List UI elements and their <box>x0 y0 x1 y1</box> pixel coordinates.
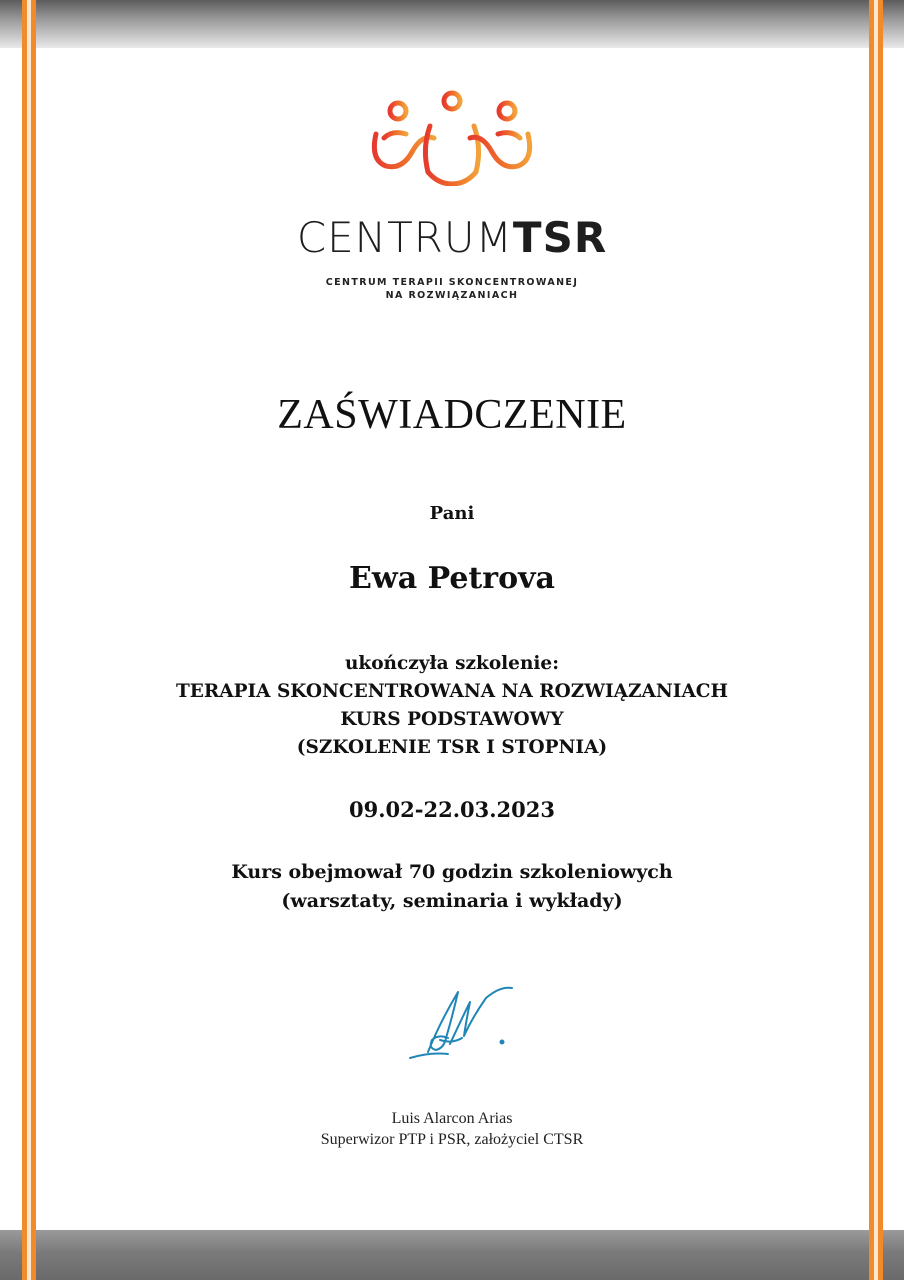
left-border-stripe <box>31 0 36 1280</box>
course-dates: 09.02-22.03.2023 <box>349 797 555 822</box>
course-hours-line: Kurs obejmował 70 godzin szkoleniowych <box>231 861 673 883</box>
course-level: KURS PODSTAWOWY <box>340 709 564 730</box>
brand-subtitle <box>0 276 904 302</box>
course-hours <box>0 858 904 916</box>
signer-name: Luis Alarcon Arias <box>391 1110 513 1127</box>
right-border-stripe <box>878 0 883 1280</box>
signer-role: Superwizor PTP i PSR, założyciel CTSR <box>320 1131 584 1148</box>
bottom-border-bar <box>0 1230 904 1280</box>
handwritten-signature <box>400 978 520 1068</box>
course-degree: (SZKOLENIE TSR I STOPNIA) <box>296 737 608 758</box>
three-people-logo-icon <box>362 86 542 186</box>
brand-name <box>0 212 904 264</box>
completed-label: ukończyła szkolenie: <box>344 653 560 674</box>
brand-name-bold: TSR <box>512 213 608 262</box>
course-hours-detail: (warsztaty, seminaria i wykłady) <box>281 890 623 912</box>
brand-subtitle-line: NA ROZWIĄZANIACH <box>385 290 519 301</box>
brand-subtitle-line: CENTRUM TERAPII SKONCENTROWANEJ <box>325 277 579 288</box>
salutation: Pani <box>429 503 475 524</box>
recipient-name: Ewa Petrova <box>349 561 555 596</box>
certificate-title: ZAŚWIADCZENIE <box>277 392 627 438</box>
course-title: TERAPIA SKONCENTROWANA NA ROZWIĄZANIACH <box>175 681 729 702</box>
course-block <box>0 650 904 762</box>
signer-block <box>0 1108 904 1150</box>
top-border-bar <box>0 0 904 48</box>
brand-name-light: CENTRUM <box>296 213 513 262</box>
